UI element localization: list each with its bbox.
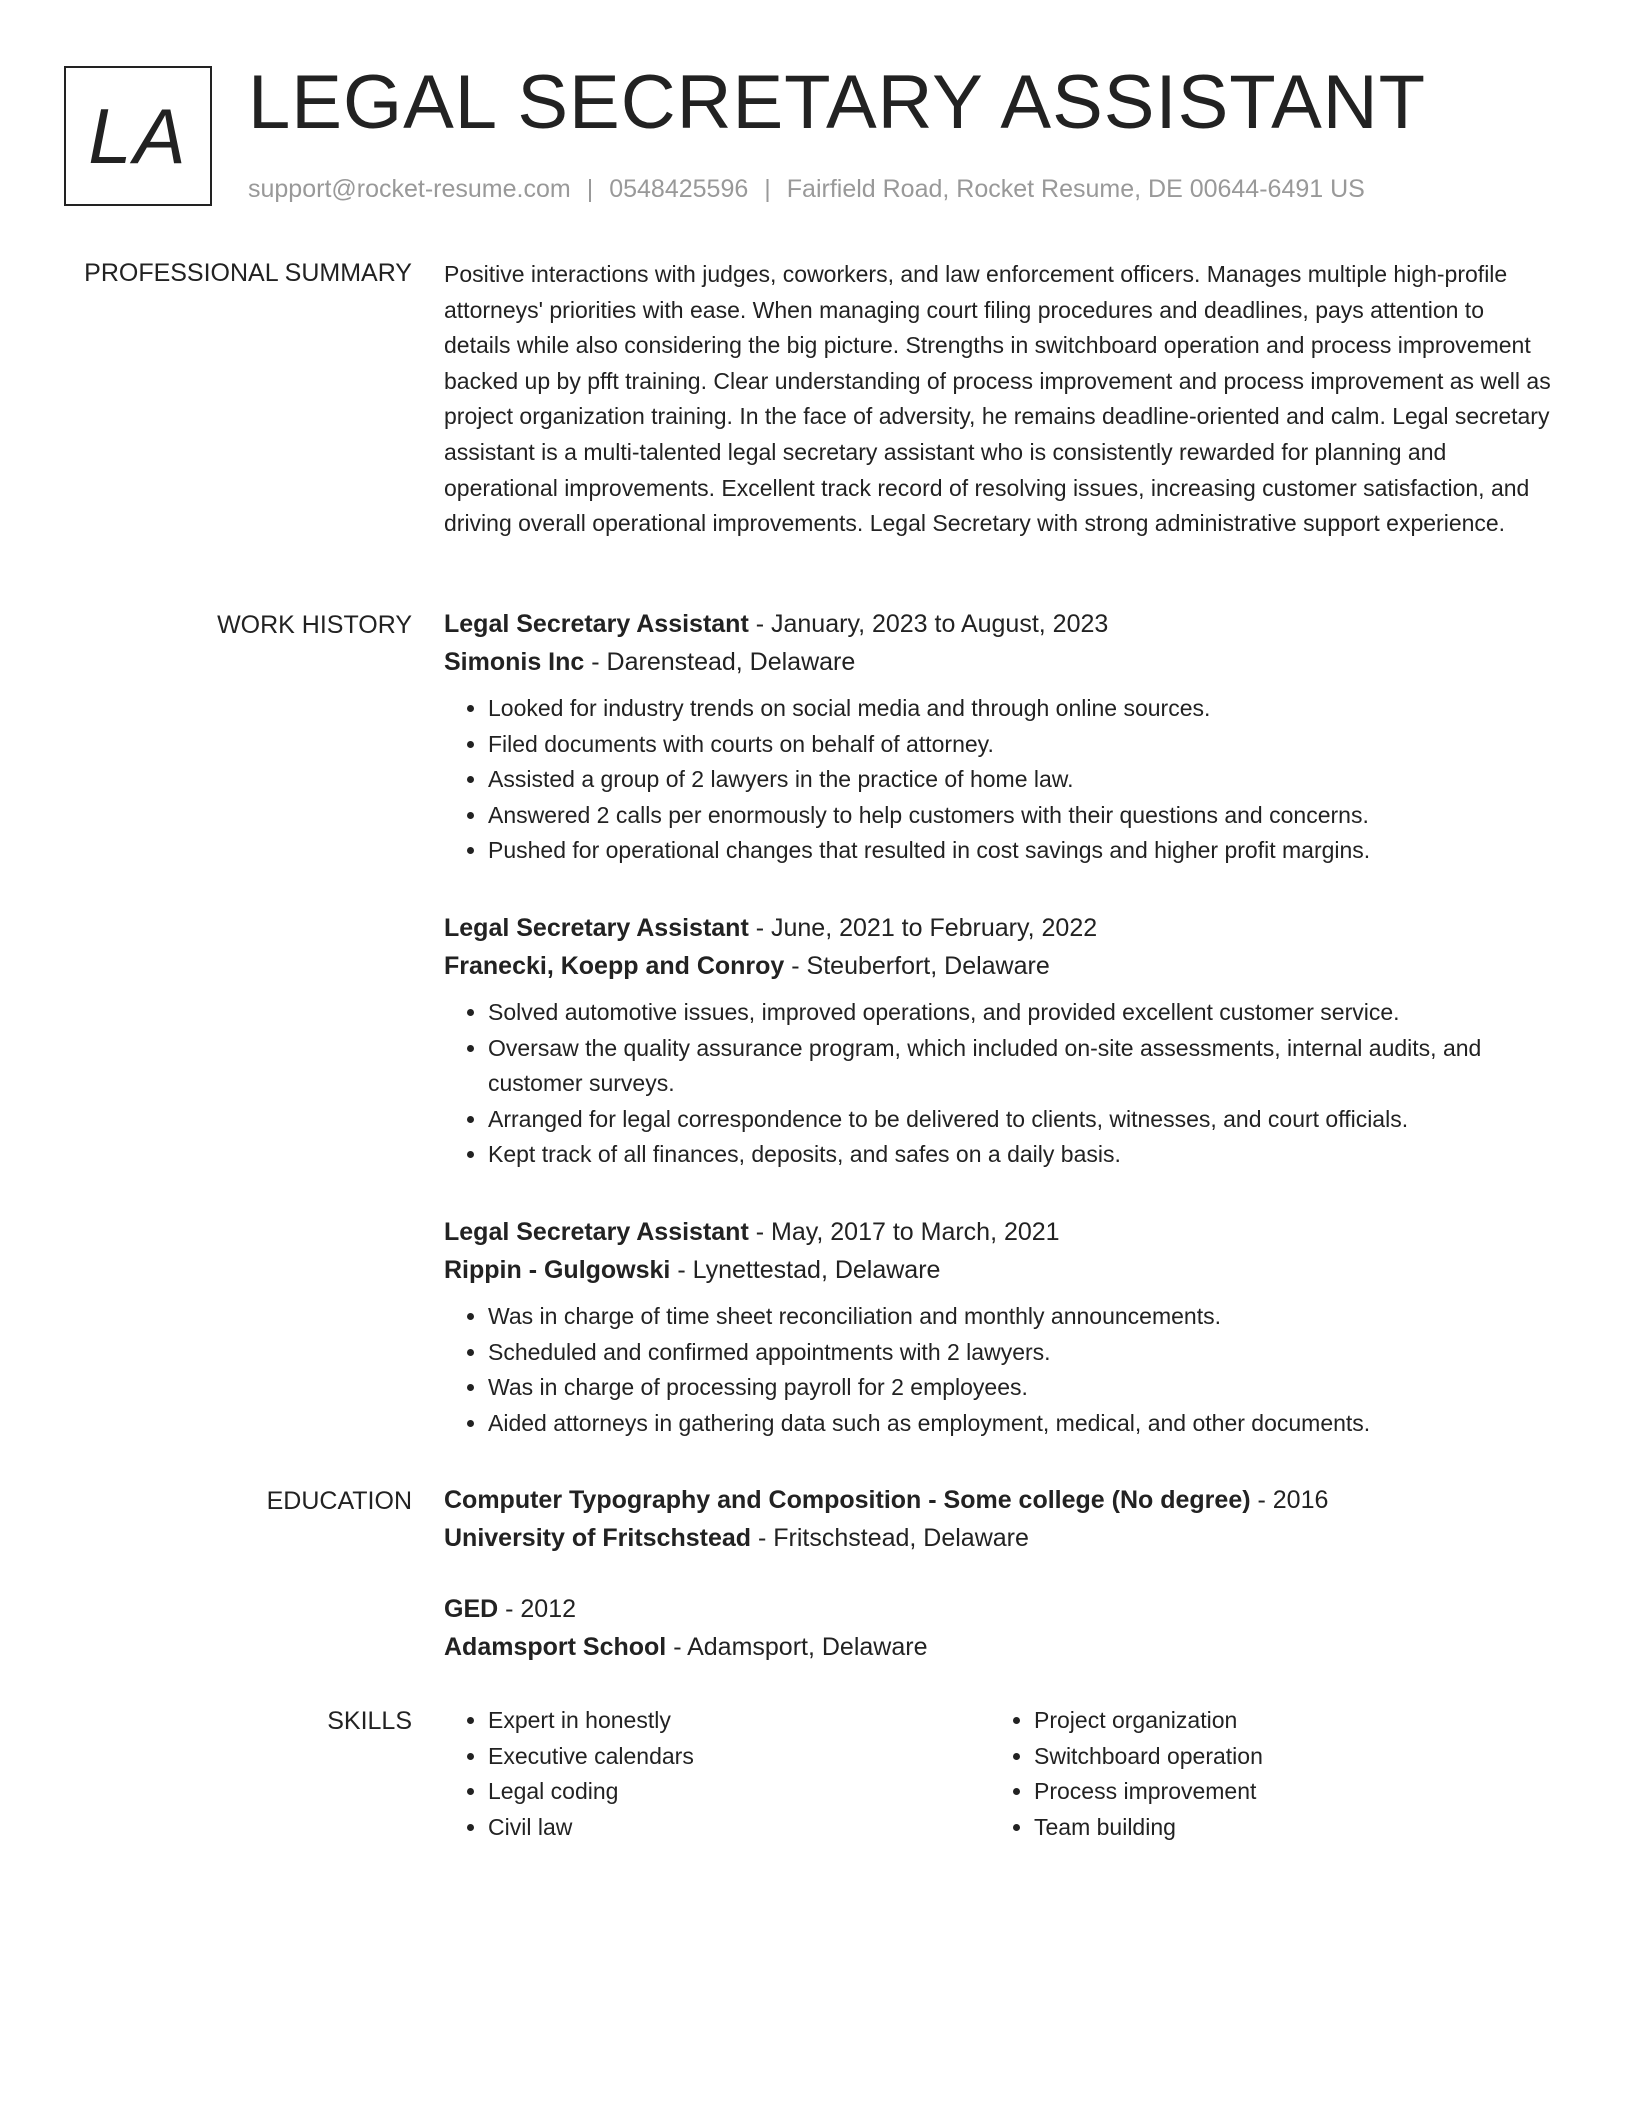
job-entry <box>444 1213 1556 1441</box>
job-title-line <box>444 909 1556 947</box>
list-item: • Was in charge of processing payroll for 2 employees. <box>488 1370 1556 1406</box>
skill-item: • Switchboard operation <box>1034 1739 1536 1775</box>
job-dates: - June, 2021 to February, 2022 <box>748 914 1098 942</box>
skill-item: • Project organization <box>1034 1703 1536 1739</box>
page-title: LEGAL SECRETARY ASSISTANT <box>248 60 1427 145</box>
job-title-line <box>444 1213 1556 1251</box>
degree-name: Computer Typography and Composition - Some college (No degree) <box>444 1486 1251 1514</box>
job-company: Simonis Inc <box>444 648 585 676</box>
summary-section <box>444 257 1556 542</box>
job-location: - Darenstead, Delaware <box>584 648 856 676</box>
degree-year: - 2012 <box>498 1595 577 1623</box>
skill-item: • Civil law <box>488 1810 990 1846</box>
job-bullets <box>444 691 1556 869</box>
job-entry <box>444 909 1556 1173</box>
address-text: Fairfield Road, Rocket Resume, DE 00644-6491 US <box>786 175 1365 203</box>
list-item: • Pushed for operational changes that resulted in cost savings and higher profit margins. <box>488 833 1556 869</box>
school-line <box>444 1628 1556 1666</box>
school-location: - Adamsport, Delaware <box>666 1633 928 1661</box>
list-item: • Scheduled and confirmed appointments with 2 lawyers. <box>488 1335 1556 1371</box>
list-item: • Filed documents with courts on behalf of attorney. <box>488 727 1556 763</box>
monogram-logo: LA <box>64 66 212 206</box>
section-label-education: EDUCATION <box>266 1487 412 1515</box>
list-item: • Was in charge of time sheet reconciliation and monthly announcements. <box>488 1299 1556 1335</box>
education-entry <box>444 1590 1556 1666</box>
list-item: • Assisted a group of 2 lawyers in the practice of home law. <box>488 762 1556 798</box>
education-entry <box>444 1481 1556 1557</box>
job-title-line <box>444 605 1556 643</box>
skill-item: • Expert in honestly <box>488 1703 990 1739</box>
skills-section <box>444 1703 1556 1845</box>
phone-text: 0548425596 <box>609 175 749 203</box>
job-company-line <box>444 643 1556 681</box>
list-item: • Solved automotive issues, improved operations, and provided excellent customer service. <box>488 995 1556 1031</box>
degree-line <box>444 1590 1556 1628</box>
contact-line <box>248 172 1365 206</box>
school-name: Adamsport School <box>444 1633 667 1661</box>
skills-list-left <box>444 1703 990 1845</box>
degree-name: GED <box>444 1595 499 1623</box>
section-label-skills: SKILLS <box>327 1707 412 1735</box>
list-item: • Oversaw the quality assurance program, which included on-site assessments, internal audits, and customer surveys. <box>488 1031 1556 1102</box>
job-entry <box>444 605 1556 869</box>
skill-item: • Legal coding <box>488 1774 990 1810</box>
contact-separator: | <box>586 175 594 203</box>
section-label-summary: PROFESSIONAL SUMMARY <box>84 259 412 287</box>
job-company: Rippin - Gulgowski <box>444 1256 671 1284</box>
job-location: - Lynettestad, Delaware <box>670 1256 941 1284</box>
job-company-line <box>444 1251 1556 1289</box>
school-location: - Fritschstead, Delaware <box>751 1524 1029 1552</box>
school-name: University of Fritschstead <box>444 1524 752 1552</box>
skill-item: • Process improvement <box>1034 1774 1536 1810</box>
job-dates: - January, 2023 to August, 2023 <box>748 610 1109 638</box>
section-label-work-history: WORK HISTORY <box>217 611 412 639</box>
list-item: • Arranged for legal correspondence to be delivered to clients, witnesses, and court officials. <box>488 1102 1556 1138</box>
job-company: Franecki, Koepp and Conroy <box>444 952 785 980</box>
job-title: Legal Secretary Assistant <box>444 914 749 942</box>
school-line <box>444 1519 1556 1557</box>
job-dates: - May, 2017 to March, 2021 <box>748 1218 1060 1246</box>
job-company-line <box>444 947 1556 985</box>
list-item: • Kept track of all finances, deposits, and safes on a daily basis. <box>488 1137 1556 1173</box>
job-location: - Steuberfort, Delaware <box>784 952 1050 980</box>
job-title: Legal Secretary Assistant <box>444 610 749 638</box>
skill-item: • Team building <box>1034 1810 1536 1846</box>
job-bullets <box>444 995 1556 1173</box>
skills-list-right <box>990 1703 1536 1845</box>
summary-text: Positive interactions with judges, coworkers, and law enforcement officers. Manages multiple high-profile attorneys' priorities with ease. When managing court filing procedures and deadlines, pays attention to details while also considering the big picture. Strengths in switchboard operation and process improvement backed up by pfft training. Clear understanding of process improvement and process improvement as well as project organization training. In the face of adversity, he remains deadline-oriented and calm. Legal secretary assistant is a multi-talented legal secretary assistant who is consistently rewarded for planning and operational improvements. Excellent track record of resolving issues, increasing customer satisfaction, and driving overall operational improvements. Legal Secretary with strong administrative support experience. <box>444 261 1551 537</box>
degree-year: - 2016 <box>1250 1486 1329 1514</box>
degree-line <box>444 1481 1556 1519</box>
job-bullets <box>444 1299 1556 1441</box>
email-text: support@rocket-resume.com <box>248 175 571 203</box>
list-item: • Aided attorneys in gathering data such as employment, medical, and other documents. <box>488 1406 1556 1442</box>
skill-item: • Executive calendars <box>488 1739 990 1775</box>
contact-separator: | <box>764 175 771 203</box>
list-item: • Looked for industry trends on social media and through online sources. <box>488 691 1556 727</box>
list-item: • Answered 2 calls per enormously to help customers with their questions and concerns. <box>488 798 1556 834</box>
job-title: Legal Secretary Assistant <box>444 1218 749 1246</box>
